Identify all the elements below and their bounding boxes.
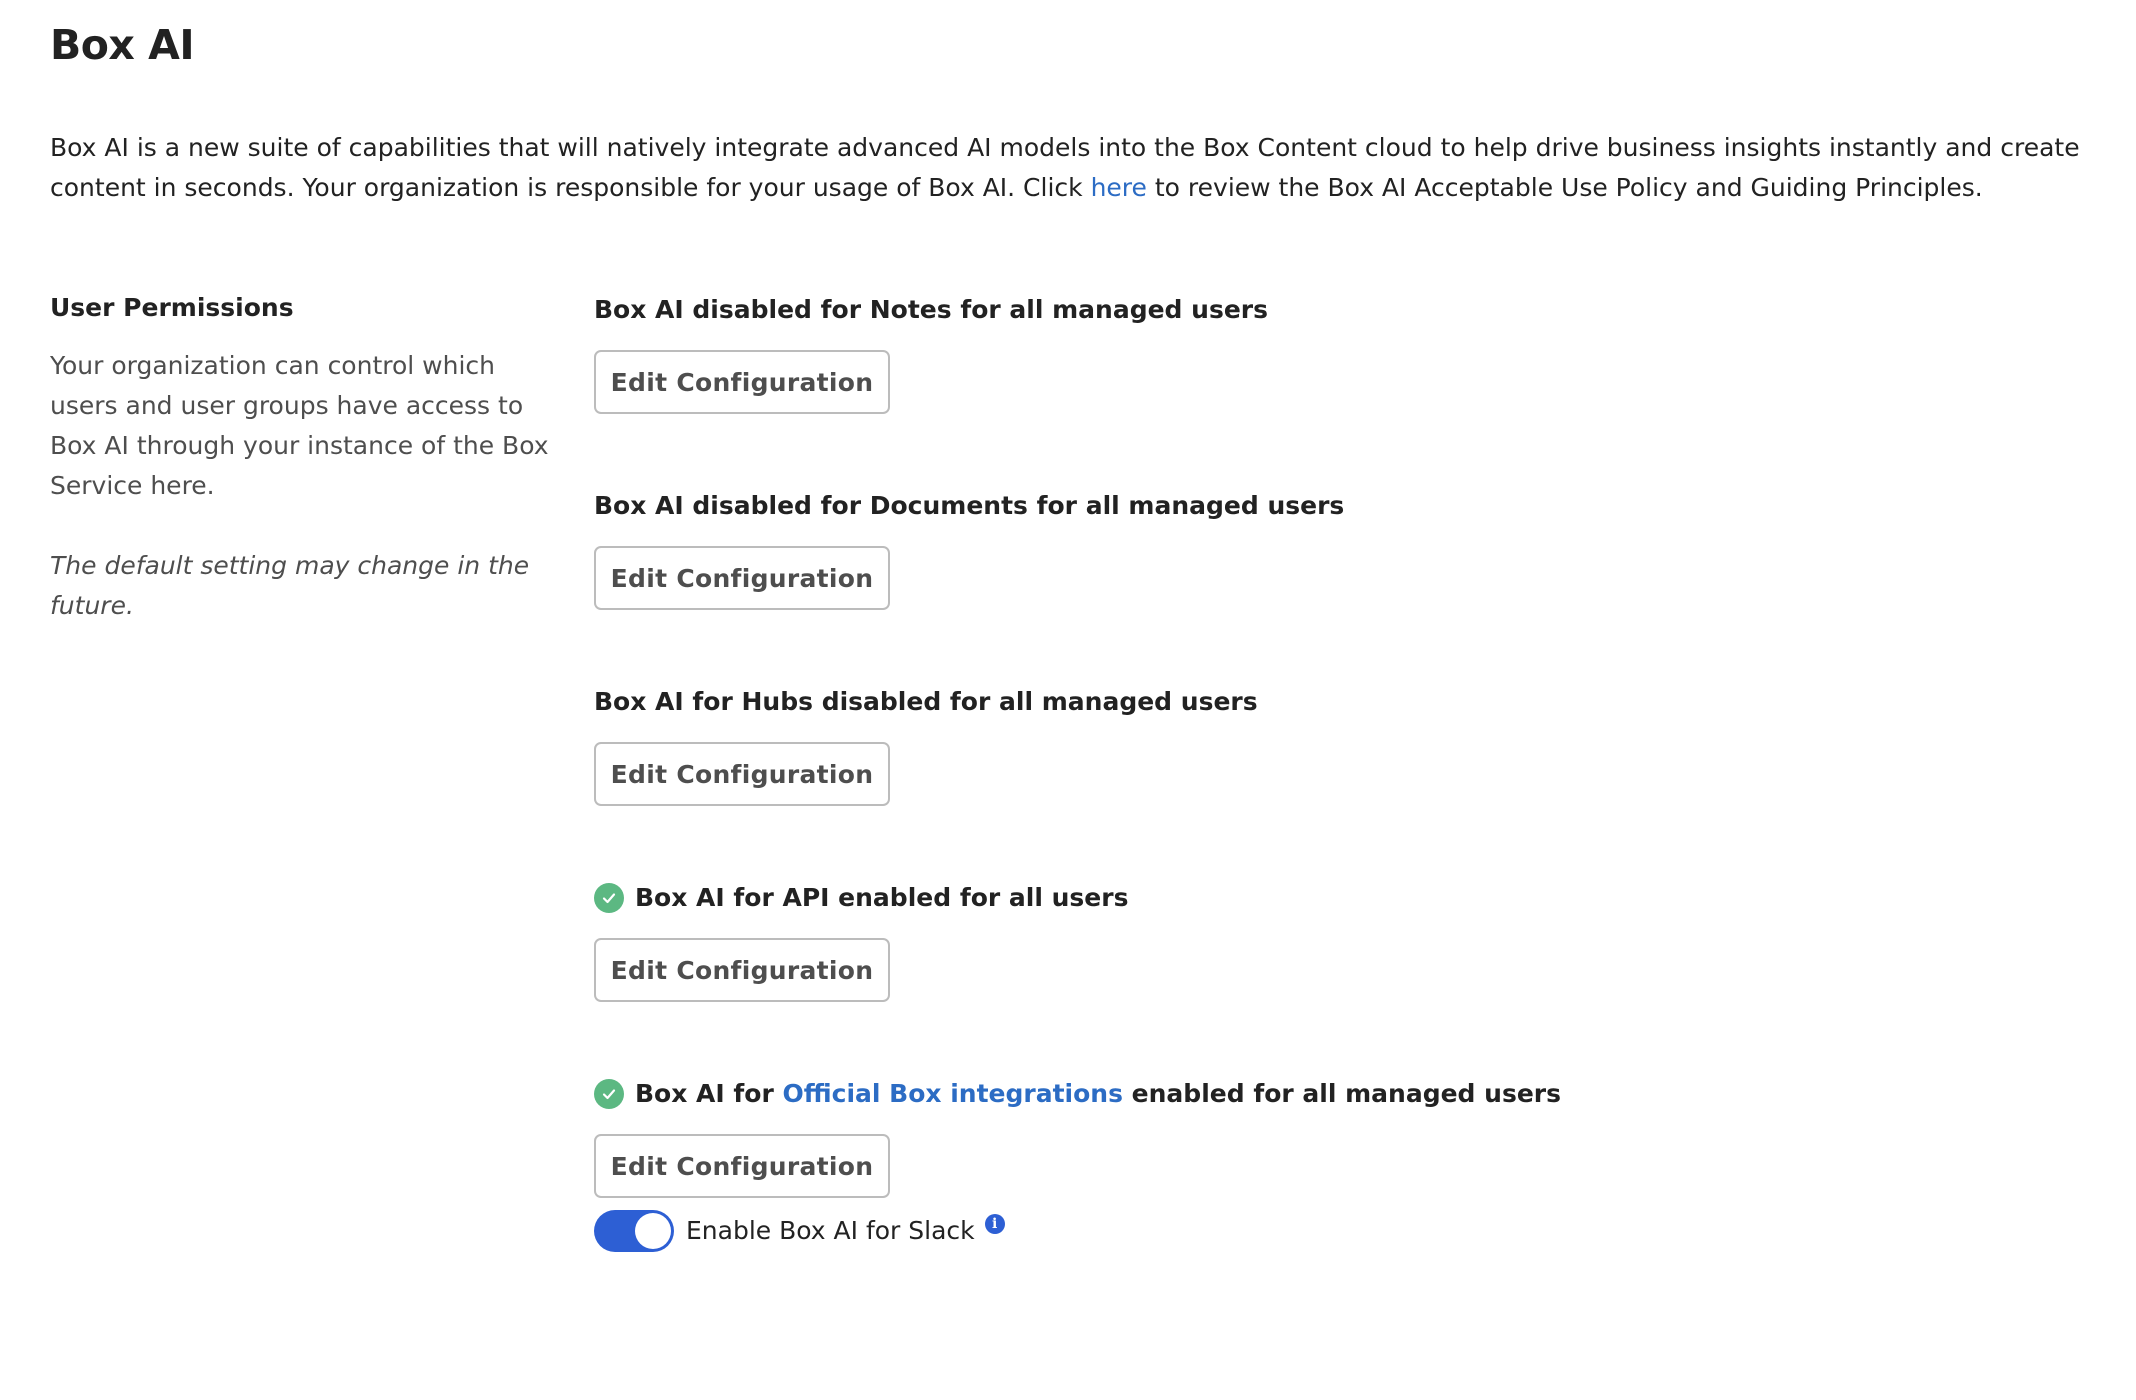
edit-configuration-integrations-button[interactable]: Edit Configuration [594,1134,890,1198]
user-permissions-description: Your organization can control which users and user groups have access to Box AI through your instance of the Box Service here. [50,351,549,500]
setting-notes-label: Box AI disabled for Notes for all managed users [594,295,1268,324]
intro-paragraph [50,128,2090,208]
default-setting-note: The default setting may change in the future. [50,551,530,620]
setting-integrations-label-before: Box AI for [635,1079,783,1108]
slack-toggle-switch[interactable] [594,1210,674,1252]
setting-api [594,880,1128,1002]
intro-text-after-link: to review the Box AI Acceptable Use Policy and Guiding Principles. [1146,173,1983,202]
setting-api-label: Box AI for API enabled for all users [635,883,1129,912]
setting-api-label-row [594,880,1128,916]
setting-hubs-label: Box AI for Hubs disabled for all managed users [594,687,1258,716]
setting-notes [594,292,1268,414]
setting-documents-label: Box AI disabled for Documents for all managed users [594,491,1345,520]
policy-link[interactable]: here [1090,173,1147,202]
setting-integrations [594,1076,1561,1198]
setting-hubs [594,684,1258,806]
setting-integrations-label-row [594,1076,1561,1112]
check-circle-icon [594,883,624,913]
edit-configuration-documents-button[interactable]: Edit Configuration [594,546,890,610]
page-title: Box AI [50,21,195,69]
official-box-integrations-link[interactable]: Official Box integrations [782,1079,1123,1108]
user-permissions-section [50,290,550,626]
info-icon[interactable]: i [985,1214,1005,1234]
check-circle-icon [594,1079,624,1109]
toggle-knob [635,1213,671,1249]
intro-text-before-link: Box AI is a new suite of capabilities that will natively integrate advanced AI models into the Box Content cloud to help drive business insights instantly and create content in seconds. Your organization is responsible for your usage of Box AI. Click [50,133,2080,202]
edit-configuration-notes-button[interactable]: Edit Configuration [594,350,890,414]
user-permissions-heading: User Permissions [50,293,294,322]
setting-documents [594,488,1344,610]
edit-configuration-api-button[interactable]: Edit Configuration [594,938,890,1002]
slack-toggle-label: Enable Box AI for Slack [686,1216,975,1245]
setting-integrations-label-after: enabled for all managed users [1122,1079,1561,1108]
slack-toggle-row [594,1210,1005,1252]
edit-configuration-hubs-button[interactable]: Edit Configuration [594,742,890,806]
